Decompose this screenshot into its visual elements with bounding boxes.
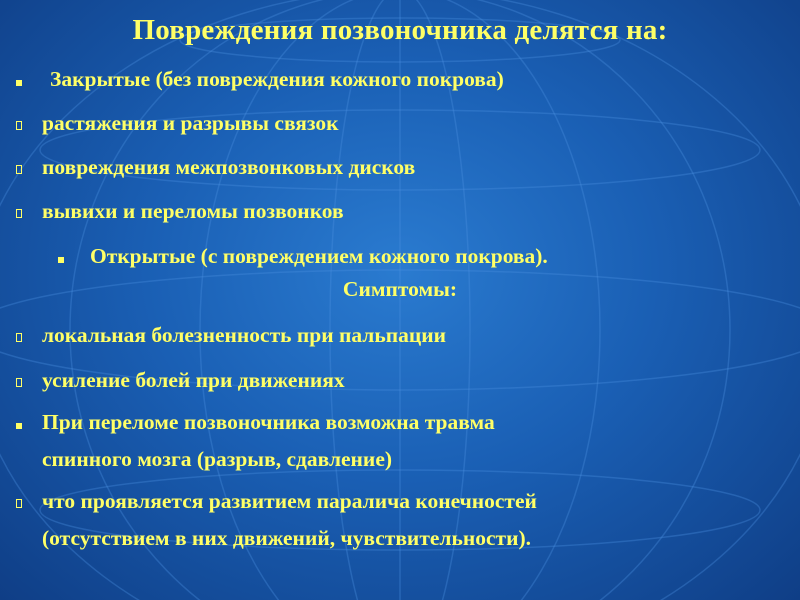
hollow-bullet-icon [16,322,22,348]
list-item-text: вывихи и переломы позвонков [42,199,344,223]
square-bullet-icon [16,66,22,92]
hollow-bullet-icon [16,198,22,224]
list-item-text: локальная болезненность при пальпации [42,323,447,347]
hollow-bullet-icon [16,488,22,514]
list-item-text: Закрытые (без повреждения кожного покрова) [50,67,504,91]
list-item-text: повреждения межпозвонковых дисков [42,155,416,179]
square-bullet-icon [58,243,64,269]
square-bullet-icon [16,409,22,435]
list-item-text: усиление болей при движениях [42,368,345,392]
hollow-bullet-icon [16,154,22,180]
list-item-text: Открытые (с повреждением кожного покрова). [90,244,548,268]
list-item-text: растяжения и разрывы связок [42,111,339,135]
hollow-bullet-icon [16,110,22,136]
slide-title: Повреждения позвоночника делятся на: [132,14,668,46]
hollow-bullet-icon [16,367,22,393]
section-heading-symptoms: Симптомы: [342,277,458,301]
list-item-text: (отсутствием в них движений, чувствительности). [42,526,532,550]
list-item-text: При переломе позвоночника возможна травма [42,410,495,434]
list-item-text: спинного мозга (разрыв, сдавление) [42,447,393,471]
list-item-text: что проявляется развитием паралича конечностей [42,489,537,513]
